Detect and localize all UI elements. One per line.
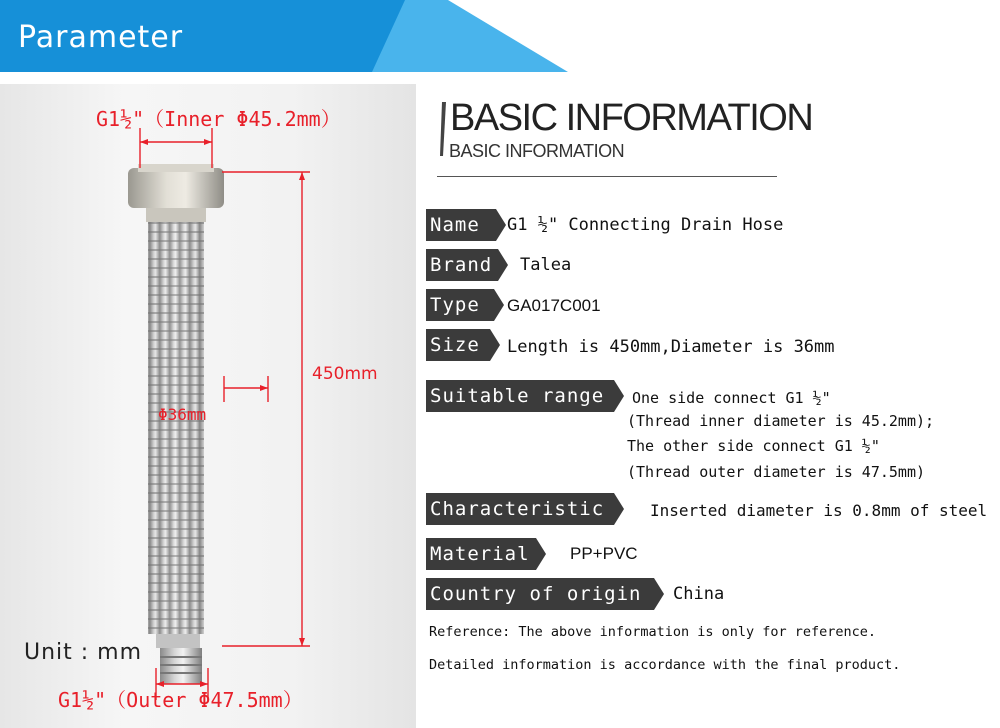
tag-suitable-range: Suitable range [426, 380, 614, 412]
tag-characteristic: Characteristic [426, 493, 614, 525]
inner-thread-label: G1½"（Inner Φ45.2mm） [96, 107, 341, 131]
info-title-rule [437, 176, 777, 177]
value-suitable-range-line-2: (Thread inner diameter is 45.2mm); [627, 412, 935, 430]
value-type: GA017C001 [507, 296, 601, 315]
tag-material: Material [426, 538, 536, 570]
value-suitable-range-line-1: One side connect G1 ½" [632, 389, 831, 407]
tag-country-of-origin: Country of origin [426, 578, 654, 610]
tag-size: Size [426, 329, 490, 361]
value-suitable-range-line-4: (Thread outer diameter is 47.5mm) [627, 463, 926, 481]
value-material: PP+PVC [570, 544, 638, 563]
outer-thread-label: G1½"（Outer Φ47.5mm） [58, 688, 303, 712]
tag-type: Type [426, 289, 494, 321]
reference-note: Reference: The above information is only for reference. [429, 624, 877, 640]
page-title: Parameter [18, 20, 184, 55]
value-name: G1 ½" Connecting Drain Hose [507, 215, 784, 235]
diameter-label: Φ36mm [158, 405, 207, 424]
tag-name: Name [426, 209, 496, 241]
detail-note: Detailed information is accordance with the final product. [429, 657, 901, 673]
length-label: 450mm [312, 364, 378, 384]
value-brand: Talea [520, 255, 572, 275]
value-size: Length is 450mm,Diameter is 36mm [507, 337, 835, 357]
top-nut [128, 168, 224, 208]
tag-brand: Brand [426, 249, 498, 281]
value-suitable-range-line-3: The other side connect G1 ½" [627, 437, 880, 455]
info-subtitle: BASIC INFORMATION [449, 141, 625, 161]
value-characteristic: Inserted diameter is 0.8mm of steel [650, 501, 988, 520]
unit-label: Unit : mm [24, 640, 143, 665]
info-title: BASIC INFORMATION [450, 97, 813, 139]
value-country-of-origin: China [673, 584, 725, 604]
